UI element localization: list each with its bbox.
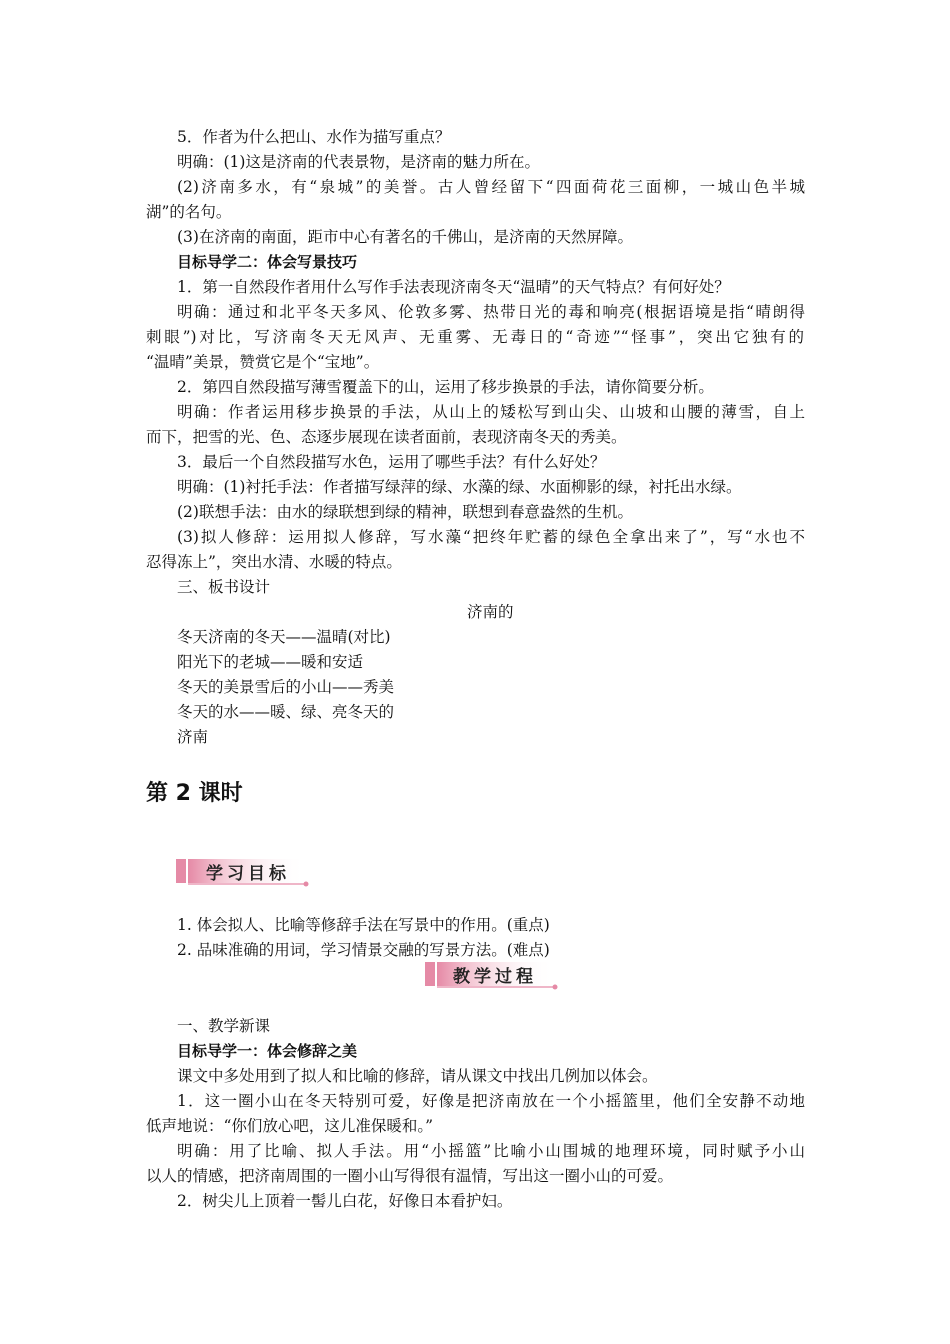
goal-2-question-1: 1．第一自然段作者用什么写作手法表现济南冬天“温晴”的天气特点？有何好处？ — [177, 278, 730, 296]
lesson-2-title: 第 2 课时 — [146, 781, 243, 806]
goal-1-heading: 目标导学一：体会修辞之美 — [177, 1042, 358, 1060]
goal-2-question-3: 3．最后一个自然段描写水色，运用了哪些手法？有什么好处？ — [177, 453, 606, 471]
goal-2-answer-2-line2: 而下，把雪的光、色、态逐步展现在读者面前，表现济南冬天的秀美。 — [146, 428, 627, 446]
learning-goal-2: 2. 品味准确的用词，学习情景交融的写景方法。(难点) — [177, 941, 550, 959]
board-line-2: 阳光下的老城——暖和安适 — [177, 653, 364, 671]
board-line-4: 冬天的水——暖、绿、亮冬天的 — [177, 703, 395, 721]
learning-goal-1: 1. 体会拟人、比喻等修辞手法在写景中的作用。(重点) — [177, 916, 550, 934]
example-1-line1: 1．这一圈小山在冬天特别可爱，好像是把济南放在一个小摇篮里，他们全安静不动地 — [177, 1092, 805, 1110]
goal-2-question-2: 2．第四自然段描写薄雪覆盖下的山，运用了移步换景的手法，请你简要分析。 — [177, 378, 714, 396]
goal-2-answer-3-line1: 明确：(1)衬托手法：作者描写绿萍的绿、水藻的绿、水面柳影的绿，衬托出水绿。 — [177, 478, 742, 496]
rhetoric-intro: 课文中多处用到了拟人和比喻的修辞，请从课文中找出几例加以体会。 — [177, 1067, 658, 1085]
board-design-heading: 三、板书设计 — [177, 578, 271, 596]
answer-5-2-line2: 湖”的名句。 — [146, 203, 232, 221]
question-5: 5．作者为什么把山、水作为描写重点？ — [177, 128, 451, 146]
goal-2-answer-3-line2: (2)联想手法：由水的绿联想到绿的精神，联想到春意盎然的生机。 — [177, 503, 633, 521]
new-lesson-heading: 一、教学新课 — [177, 1017, 271, 1035]
goal-2-answer-3-line3a: (3)拟人修辞：运用拟人修辞，写水藻“把终年贮蓄的绿色全拿出来了”，写“水也不 — [177, 528, 805, 546]
goal-2-answer-3-line3b: 忍得冻上”，突出水清、水暖的特点。 — [146, 553, 402, 571]
learning-goals-label: 学习目标 — [206, 864, 290, 884]
answer-5-2-line1: (2)济南多水，有“泉城”的美誉。古人曾经留下“四面荷花三面柳，一城山色半城 — [177, 178, 805, 196]
goal-2-answer-2-line1: 明确：作者运用移步换景的手法，从山上的矮松写到山尖、山坡和山腰的薄雪，自上 — [177, 403, 805, 421]
goal-2-answer-1-line1: 明确：通过和北平冬天多风、伦敦多雾、热带日光的毒和响亮(根据语境是指“晴朗得 — [177, 303, 805, 321]
goal-2-heading: 目标导学二：体会写景技巧 — [177, 253, 358, 271]
example-1-answer-line1: 明确：用了比喻、拟人手法。用“小摇篮”比喻小山围城的地理环境，同时赋予小山 — [177, 1142, 805, 1160]
goal-2-answer-1-line3: “温晴”美景，赞赏它是个“宝地”。 — [146, 353, 380, 371]
board-title: 济南的 — [467, 603, 514, 621]
example-2: 2．树尖儿上顶着一髻儿白花，好像日本看护妇。 — [177, 1192, 513, 1210]
goal-2-answer-1-line2: 刺眼”)对比，写济南冬天无风声、无重雾、无毒日的“奇迹”“怪事”，突出它独有的 — [146, 328, 804, 346]
learning-goals-banner — [176, 857, 312, 887]
board-line-5: 济南 — [177, 728, 209, 746]
board-line-1: 冬天济南的冬天——温晴(对比) — [177, 628, 391, 646]
example-1-answer-line2: 以人的情感，把济南周围的一圈小山写得很有温情，写出这一圈小山的可爱。 — [146, 1167, 674, 1185]
teaching-process-label: 教学过程 — [453, 967, 537, 987]
example-1-line2: 低声地说：“你们放心吧，这儿准保暖和。” — [146, 1117, 434, 1135]
answer-5-1: 明确：(1)这是济南的代表景物，是济南的魅力所在。 — [177, 153, 540, 171]
board-line-3: 冬天的美景雪后的小山——秀美 — [177, 678, 395, 696]
teaching-process-banner — [425, 960, 561, 990]
answer-5-3: (3)在济南的南面，距市中心有著名的千佛山，是济南的天然屏障。 — [177, 228, 633, 246]
